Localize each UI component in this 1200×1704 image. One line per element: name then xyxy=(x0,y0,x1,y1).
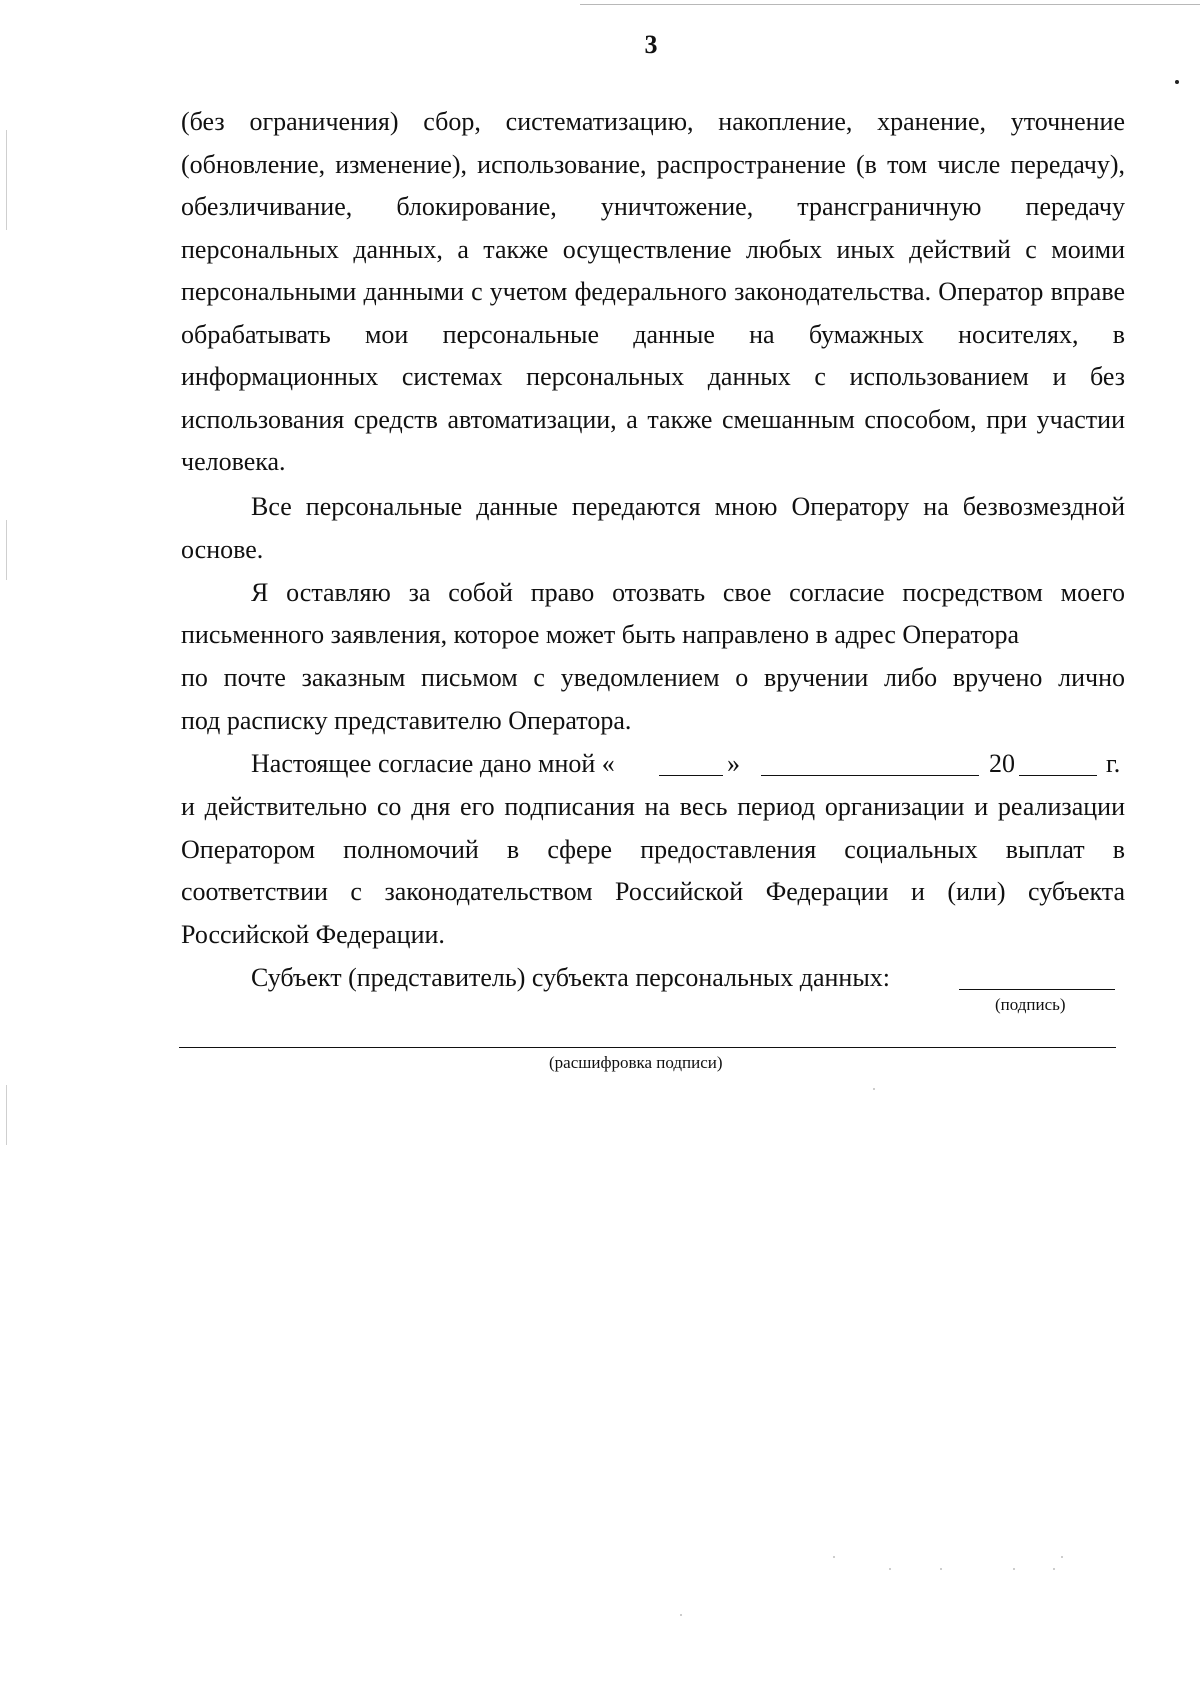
paragraph-revocation-line-1: Я оставляю за собой право отозвать свое согласие посредством моего xyxy=(251,578,1125,607)
subject-label: Субъект (представитель) субъекта персональных данных: xyxy=(251,963,891,992)
year-blank[interactable] xyxy=(1019,751,1097,776)
scan-dot xyxy=(1175,80,1179,84)
signature-decode-caption: (расшифровка подписи) xyxy=(549,1053,723,1072)
paragraph-validity: и действительно со дня его подписания на весь период организации и реализации Оператором полномочий в сфере предоставления социальных выплат в соответствии с законодательством Российской Федерации и (или) субъекта Российской Федерации. xyxy=(181,792,1125,949)
page-number: 3 xyxy=(644,30,658,59)
close-quote: » xyxy=(727,749,740,778)
signature-blank[interactable] xyxy=(959,965,1115,990)
paragraph-revocation-line-3: по почте заказным письмом с уведомлением о вручении либо вручено лично xyxy=(181,663,1125,692)
year-suffix: г. xyxy=(1106,749,1121,778)
signature-decode-blank[interactable] xyxy=(179,1047,1116,1048)
paragraph-processing-scope: (без ограничения) сбор, систематизацию, накопление, хранение, уточнение (обновление, изменение), использование, распространение (в том числе передачу), обезличивание, блокирование, уничтожение, трансграничную передачу персональных данных, а также осуществление любых иных действий с моими персональными данными с учетом федерального законодательства. Оператор вправе обрабатывать мои персональные данные на бумажных носителях, в информационных системах персональных данных с использованием и без использования средств автоматизации, а также смешанным способом, при участии человека. xyxy=(181,107,1125,476)
paragraph-revocation-line-4: под расписку представителю Оператора. xyxy=(181,706,632,735)
month-blank[interactable] xyxy=(761,751,979,776)
paragraph-free-transfer: Все персональные данные передаются мною Оператору на безвозмездной основе. xyxy=(181,492,1125,564)
scan-edge-line xyxy=(580,4,1200,5)
consent-date-intro: Настоящее согласие дано мной « xyxy=(251,749,615,778)
scan-margin-mark xyxy=(6,520,7,580)
year-prefix: 20 xyxy=(989,749,1015,778)
day-blank[interactable] xyxy=(659,751,723,776)
paragraph-revocation-line-2: письменного заявления, которое может быть направлено в адрес Оператора xyxy=(181,620,1020,649)
signature-caption: (подпись) xyxy=(995,995,1066,1014)
scan-margin-mark xyxy=(6,1085,7,1145)
scan-margin-mark xyxy=(6,130,7,230)
